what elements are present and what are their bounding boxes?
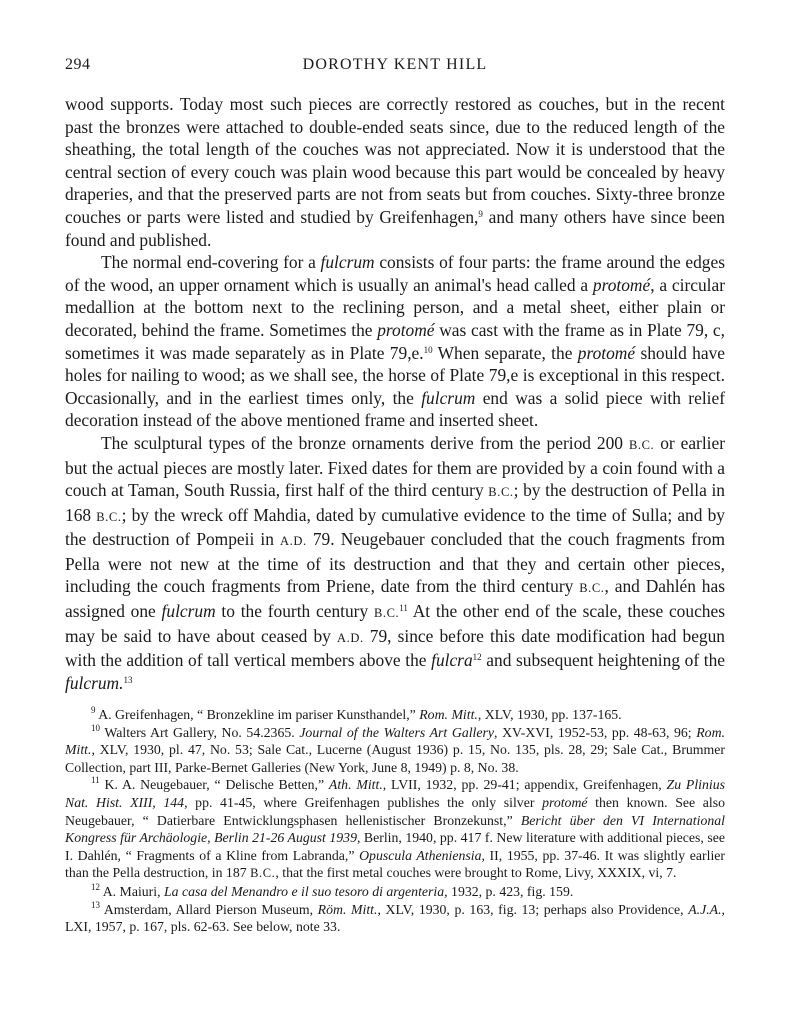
era-abbr: B.C. [373,606,400,621]
text-run: , pp. 41-45, where Greifenhagen publishes the only silver [184,794,543,810]
italic-term: protomé [592,274,651,295]
paragraph-2 [65,251,725,432]
text-run: end was a solid piece with relief decoration instead of the above mentioned frame and inserted sheet. [65,387,725,431]
footnote-12 [65,883,725,901]
text-run: then known. See also Neugebauer, “ Datierbare Entwicklungsphasen hellenistischer Bronzekunst,” [65,794,725,828]
era-abbr: A.D. [336,630,364,645]
paragraph-3 [65,432,725,695]
footnote-number: 10 [91,722,100,733]
era-abbr: B.C. [579,581,605,596]
italic-citation: A.J.A. [688,901,722,917]
italic-term: protomé [377,319,435,340]
text-run: and subsequent heightening of the [481,650,725,671]
text-run: , Berlin, 1940, pp. 417 f. New literature with additional pieces, see I. Dahlén, “ Fragments of a Kline from Labranda,” [65,830,725,863]
italic-term: protomé [577,342,636,363]
era-abbr: B.C. [488,485,514,500]
text-run: , II, 1955, pp. 37-46. It was slightly earlier than the Pella destruction, in 187 [65,847,725,881]
footnote-ref-13: 13 [123,674,133,685]
text-run: should have holes for nailing to wood; as we shall see, the horse of Plate 79,e is exceptional in this respect. Occasionally, and in the earliest times only, the [65,342,725,408]
paragraph-1 [65,93,725,251]
italic-term: fulcra [431,650,473,671]
text-run: At the other end of the scale, these couches may be said to have about ceased by [65,601,725,646]
footnote-number: 9 [91,705,96,715]
text-run: , LVII, 1932, pp. 29-41; appendix, Greifenhagen, [382,777,667,793]
text-run: , XLV, 1930, pl. 47, No. 53; Sale Cat., Lucerne (August 1936) p. 15, No. 135, pls. 28, 29; Sale Cat., Brummer Collection, part III, Parke-Bernet Galleries (New York, June 8, 1949) p. 8, No. 38. [65,742,725,775]
text-run: and many others have since been found and published. [65,206,725,250]
text-run: Walters Art Gallery, No. 54.2365. [100,724,300,740]
footnote-10 [65,724,725,777]
footnote-ref-11: 11 [399,603,408,614]
text-run: When separate, the [432,342,578,363]
text-run: The sculptural types of the bronze ornaments derive from the period 200 [101,432,629,453]
footnote-ref-9: 9 [478,208,483,219]
footnote-ref-12: 12 [472,652,482,663]
text-run: , LXI, 1957, p. 167, pls. 62-63. See below, note 33. [65,901,725,935]
italic-citation: Bericht über den VI International Kongress für Archäologie, Berlin 21-26 August 1939 [65,812,726,846]
footnote-13 [65,901,725,936]
italic-citation: protomé [542,794,588,810]
text-run: , that the first metal couches were brought to Rome, Livy, XXXIX, vi, 7. [275,865,677,881]
text-run: , XLV, 1930, p. 163, fig. 13; perhaps also Providence, [377,901,689,917]
footnote-number: 11 [91,775,100,786]
era-abbr: B.C. [96,509,122,524]
text-run: 79, since before this date modification had begun with the addition of tall vertical members above the [65,625,726,671]
italic-citation: Ath. Mitt. [328,777,383,793]
text-run: The normal end-covering for a [101,252,321,273]
text-run: , and Dahlén has assigned one [65,576,725,622]
page-number: 294 [65,56,91,73]
text-run: Amsterdam, Allard Pierson Museum, [100,901,318,917]
era-abbr: B.C. [628,437,655,452]
italic-citation: La casa del Menandro e il suo tesoro di argenteria [164,883,445,899]
footnote-number: 13 [91,899,100,910]
italic-term: fulcrum [320,252,375,273]
text-run: ; by the wreck off Mahdia, dated by cumulative evidence to the time of Sulla; and by the destruction of Pompeii in [65,504,726,550]
italic-citation: Zu Plinius Nat. Hist. XIII, 144 [65,777,725,810]
text-run: or earlier but the actual pieces are mostly later. Fixed dates for them are provided by a coin found with a couch at Taman, South Russia, first half of the third century [65,432,726,501]
page-header [65,56,725,80]
text-run: to the fourth century [215,601,374,622]
text-run: A. Greifenhagen, “ Bronzekline im pariser Kunsthandel,” [95,707,420,722]
text-run: A. Maiuri, [100,883,164,899]
footnote-ref-10: 10 [423,344,433,355]
footnote-9 [65,706,725,724]
italic-term: fulcrum. [65,672,124,693]
footnotes [65,706,725,936]
text-run: , XV-XVI, 1952-53, pp. 48-63, 96; [494,724,697,740]
italic-citation: Opuscula Atheniensia [359,847,482,863]
italic-citation: Rom. Mitt. [65,724,725,758]
text-run: 79. Neugebauer concluded that the couch fragments from Pella were not new at the time of its destruction and that they and certain other pieces, including the couch fragments from Priene, date from the third century [65,529,725,597]
era-abbr: B.C. [250,866,276,881]
footnote-number: 12 [91,881,100,892]
main-text [65,93,725,694]
era-abbr: A.D. [280,534,307,549]
footnote-11 [65,776,725,883]
italic-term: fulcrum [161,601,216,622]
text-run: ; by the destruction of Pella in 168 [65,480,725,525]
text-run: , XLV, 1930, pp. 137-165. [477,707,622,722]
italic-citation: Röm. Mitt. [317,901,378,917]
text-run: , 1932, p. 423, fig. 159. [444,883,574,899]
text-run: consists of four parts: the frame around the edges of the wood, an upper ornament which is usually an animal's head called a [65,252,725,295]
text-run: was cast with the frame as in Plate 79, c, sometimes it was made separately as in Plate 79,e. [65,319,725,363]
running-title: DOROTHY KENT HILL [302,56,488,73]
italic-citation: Rom. Mitt. [419,707,478,722]
text-run: K. A. Neugebauer, “ Delische Betten,” [99,777,329,793]
text-run: , a circular medallion at the bottom next to the reclining person, and a metal sheet, either plain or decorated, behind the frame. Sometimes the [65,274,725,340]
italic-term: fulcrum [421,387,476,408]
italic-citation: Journal of the Walters Art Gallery [299,724,495,740]
text-run: wood supports. Today most such pieces are correctly restored as couches, but in the recent past the bronzes were attached to double-ended seats since, due to the reduced length of the sheathing, the total length of the couches was not appreciated. Now it is understood that the central section of every couch was plain wood because this part would be concealed by heavy draperies, and that the preserved parts are not from seats but from couches. Sixty-three bronze couches or parts were listed and studied by Greifenhagen, [65,94,725,227]
